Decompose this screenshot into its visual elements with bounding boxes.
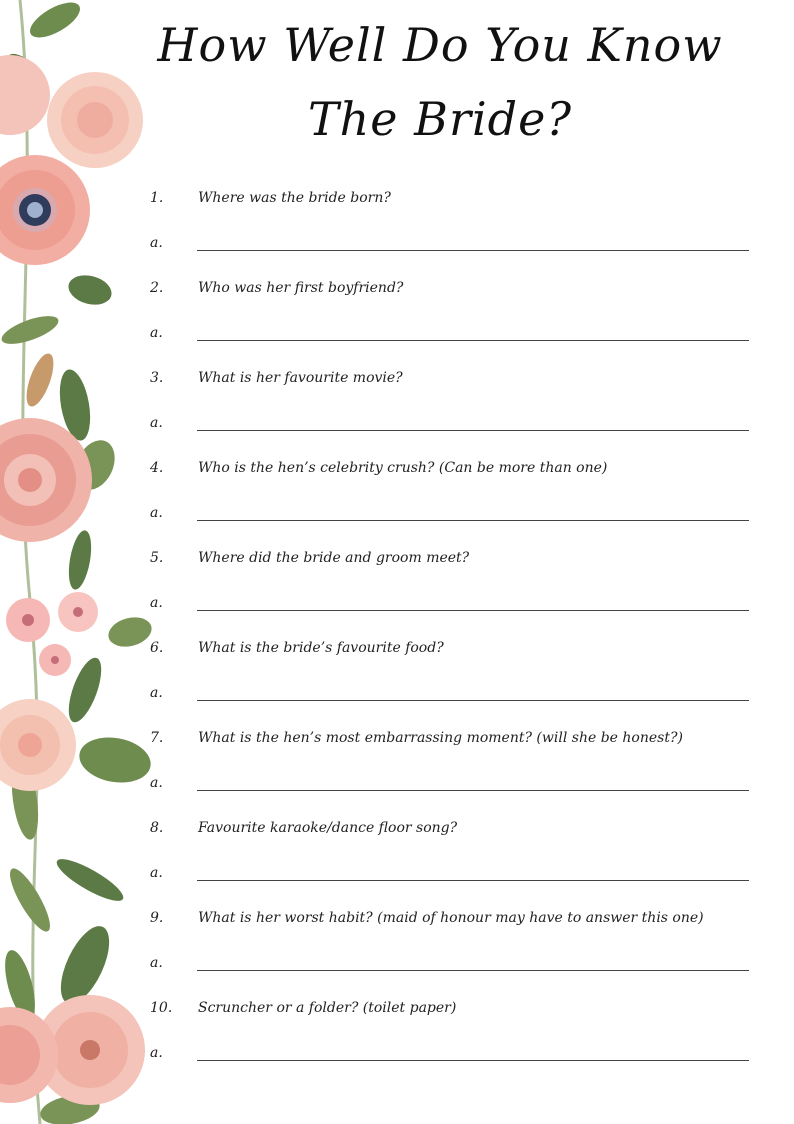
answer-line[interactable] [197, 430, 749, 431]
answer-label: a. [150, 1045, 163, 1061]
question-number: 3. [150, 370, 164, 386]
question-text: Favourite karaoke/dance floor song? [198, 820, 458, 836]
question-text: What is her favourite movie? [198, 370, 403, 386]
question-text: What is the hen’s most embarrassing moment? (will she be honest?) [198, 730, 683, 746]
answer-label: a. [150, 415, 163, 431]
question-text: Where was the bride born? [198, 190, 391, 206]
floral-border-illustration [0, 0, 165, 1124]
answer-line[interactable] [197, 700, 749, 701]
answer-line[interactable] [197, 610, 749, 611]
question-number: 7. [150, 730, 164, 746]
question-number: 5. [150, 550, 164, 566]
question-number: 9. [150, 910, 164, 926]
answer-label: a. [150, 505, 163, 521]
question-number: 8. [150, 820, 164, 836]
answer-label: a. [150, 595, 163, 611]
question-number: 6. [150, 640, 164, 656]
answer-label: a. [150, 685, 163, 701]
answer-label: a. [150, 325, 163, 341]
answer-line[interactable] [197, 250, 749, 251]
question-text: Who was her first boyfriend? [198, 280, 404, 296]
question-number: 2. [150, 280, 164, 296]
answer-line[interactable] [197, 1060, 749, 1061]
answer-label: a. [150, 865, 163, 881]
answer-line[interactable] [197, 520, 749, 521]
question-text: Scruncher or a folder? (toilet paper) [198, 1000, 457, 1016]
answer-line[interactable] [197, 790, 749, 791]
question-text: What is her worst habit? (maid of honour may have to answer this one) [198, 910, 704, 926]
answer-line[interactable] [197, 970, 749, 971]
title-line-1: How Well Do You Know [157, 18, 723, 72]
question-text: What is the bride’s favourite food? [198, 640, 444, 656]
question-text: Where did the bride and groom meet? [198, 550, 470, 566]
question-number: 1. [150, 190, 164, 206]
question-text: Who is the hen’s celebrity crush? (Can be more than one) [198, 460, 608, 476]
answer-line[interactable] [197, 880, 749, 881]
question-number: 10. [150, 1000, 173, 1016]
answer-label: a. [150, 775, 163, 791]
question-number: 4. [150, 460, 164, 476]
answer-label: a. [150, 955, 163, 971]
answer-line[interactable] [197, 340, 749, 341]
title-line-2: The Bride? [308, 92, 572, 146]
answer-label: a. [150, 235, 163, 251]
